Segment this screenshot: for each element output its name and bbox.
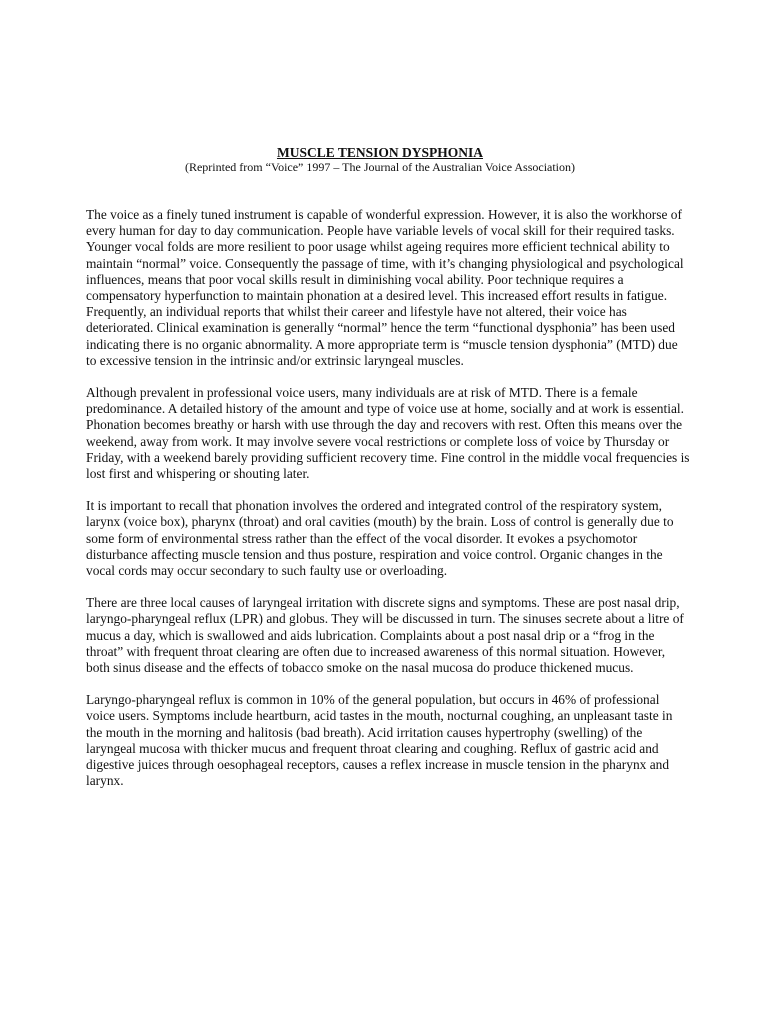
- document-subtitle: (Reprinted from “Voice” 1997 – The Journal of the Australian Voice Association): [184, 160, 576, 174]
- paragraph-voice-instrument: The voice as a finely tuned instrument is capable of wonderful expression. However, it is also the workhorse of every human for day to day communication. People have variable levels of vocal skill for their required tasks. Younger vocal folds are more resilient to poor usage whilst ageing requires more efficient technical ability to maintain “normal” voice. Consequently the passage of time, with it’s changing physiological and psychological influences, means that poor vocal skills result in diminishing vocal ability. Poor technique requires a compensatory hyperfunction to maintain phonation at a desired level. This increased effort results in fatigue. Frequently, an individual reports that whilst their career and lifestyle have not altered, their voice has deteriorated. Clinical examination is generally “normal” hence the term “functional dysphonia” has been used indicating there is no organic abnormality. A more appropriate term is “muscle tension dysphonia” (MTD) due to excessive tension in the intrinsic and/or extrinsic laryngeal muscles.: [86, 207, 684, 368]
- document-body: [86, 207, 691, 806]
- document-title: MUSCLE TENSION DYSPHONIA: [276, 145, 484, 160]
- paragraph-phonation-control: It is important to recall that phonation involves the ordered and integrated control of the respiratory system, larynx (voice box), pharynx (throat) and oral cavities (mouth) by the brain. Loss of control is generally due to some form of environmental stress rather than the effect of the vocal disorder. It evokes a psychomotor disturbance affecting muscle tension and thus posture, respiration and voice control. Organic changes in the vocal cords may occur secondary to such faulty use or overloading.: [86, 498, 674, 579]
- paragraph-local-causes: There are three local causes of laryngeal irritation with discrete signs and symptoms. These are post nasal drip, laryngo-pharyngeal reflux (LPR) and globus. They will be discussed in turn. The sinuses secrete about a litre of mucus a day, which is swallowed and aids lubrication. Complaints about a post nasal drip or a “frog in the throat” with frequent throat clearing are often due to increased awareness of this normal situation. However, both sinus disease and the effects of tobacco smoke on the nasal mucosa do produce thickened mucus.: [86, 595, 684, 676]
- paragraph-mtd-prevalence: Although prevalent in professional voice users, many individuals are at risk of MTD. There is a female predominance. A detailed history of the amount and type of voice use at home, socially and at work is essential. Phonation becomes breathy or harsh with use through the day and recovers with rest. Often this means over the weekend, away from work. It may involve severe vocal restrictions or complete loss of voice by Thursday or Friday, with a weekend barely providing sufficient recovery time. Fine control in the middle vocal frequencies is lost first and whispering or shouting later.: [86, 385, 690, 482]
- paragraph-reflux: Laryngo-pharyngeal reflux is common in 10% of the general population, but occurs in 46% of professional voice users. Symptoms include heartburn, acid tastes in the mouth, nocturnal coughing, an unpleasant taste in the mouth in the morning and halitosis (bad breath). Acid irritation causes hypertrophy (swelling) of the laryngeal mucosa with thicker mucus and frequent throat clearing and coughing. Reflux of gastric acid and digestive juices through oesophageal receptors, causes a reflex increase in muscle tension in the pharynx and larynx.: [86, 692, 673, 789]
